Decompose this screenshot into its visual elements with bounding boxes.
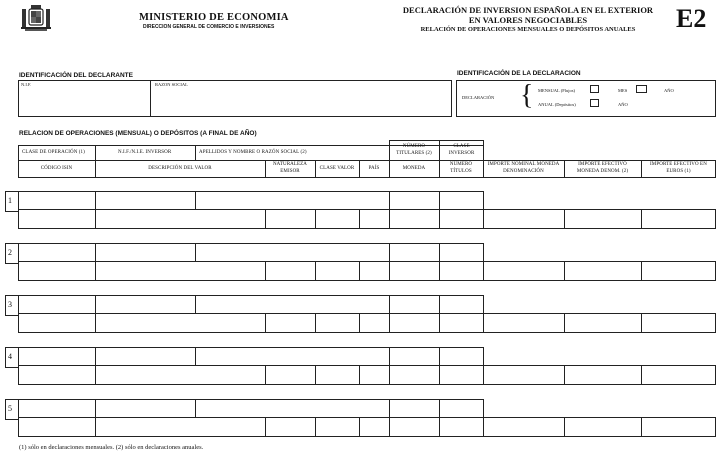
declaracion-box (456, 80, 716, 117)
entry-upper-row[interactable] (18, 243, 484, 262)
entry-lower-row[interactable] (18, 209, 716, 229)
header-importe-efectivo-moneda-1: IMPORTE EFECTIVO (578, 162, 627, 167)
header-moneda: MONEDA (402, 166, 426, 171)
header-importe-efectivo-moneda-2: MONEDA DENOM. (2) (576, 169, 629, 174)
header-clase-inversor-2: INVERSOR (448, 151, 475, 156)
form-title-line2: EN VALORES NEGOCIABLES (468, 15, 588, 25)
entry-number: 4 (8, 352, 12, 361)
header-numero-titulares-1: NÚMERO (402, 144, 426, 149)
nif-field-label: N.I.F. (21, 82, 32, 87)
entry-lower-row[interactable] (18, 313, 716, 333)
header-naturaleza-2: EMISOR (280, 169, 300, 174)
entry-upper-row[interactable] (18, 347, 484, 366)
header-numero-titulos-1: NÚMERO (449, 162, 473, 167)
header-codigo-isin: CÓDIGO ISIN (40, 166, 73, 171)
footnote: (1) sólo en declaraciones mensuales. (2) sólo en declaraciones anuales. (19, 444, 204, 451)
entry-lower-row[interactable] (18, 261, 716, 281)
razon-social-field[interactable] (151, 88, 451, 116)
header-numero-titulares-2: TITULARES (2) (396, 151, 432, 156)
header-naturaleza-1: NATURALEZA (272, 162, 308, 167)
mensual-checkbox[interactable] (590, 85, 599, 93)
entry-upper-row[interactable] (18, 295, 484, 314)
ano-anual-label: AÑO (618, 102, 628, 107)
entry-lower-row[interactable] (18, 365, 716, 385)
header-clase-operacion: CLASE DE OPERACIÓN (1) (22, 150, 85, 155)
header-clase-inversor-1: CLASE (453, 144, 470, 149)
header-numero-titulos-2: TÍTULOS (450, 169, 472, 174)
entry-number: 1 (8, 196, 12, 205)
anual-checkbox[interactable] (590, 99, 599, 107)
entry-upper-row[interactable] (18, 191, 484, 210)
form-code: E2 (676, 4, 707, 33)
relacion-heading: RELACION DE OPERACIONES (MENSUAL) O DEPÓSITOS (A FINAL DE AÑO) (19, 130, 257, 137)
header-importe-efectivo-euros-2: EUROS (1) (666, 169, 691, 174)
entry-lower-row[interactable] (18, 417, 716, 437)
razon-social-field-label: RAZON SOCIAL (155, 82, 188, 87)
mes-label: MES (618, 88, 628, 93)
header-clase-valor: CLASE VALOR (319, 166, 355, 171)
ministry-name: MINISTERIO DE ECONOMIA (139, 12, 289, 23)
nif-field[interactable] (19, 88, 149, 116)
mes-field[interactable] (636, 85, 647, 93)
header-descripcion-valor: DESCRIPCIÓN DEL VALOR (148, 166, 212, 171)
entry-number: 3 (8, 300, 12, 309)
header-importe-nominal-2: DENOMINACIÓN (503, 169, 544, 174)
declaracion-heading: IDENTIFICACIÓN DE LA DECLARACION (457, 70, 581, 77)
ano-label: AÑO (664, 88, 674, 93)
declaracion-label: DECLARACIÓN (462, 95, 495, 100)
entry-number: 2 (8, 248, 12, 257)
header-importe-nominal-1: IMPORTE NOMINAL MONEDA (487, 162, 560, 167)
coat-of-arms-emblem (19, 3, 53, 33)
mensual-option-label: MENSUAL (Flujos) (538, 88, 575, 93)
form-title-line3: RELACIÓN DE OPERACIONES MENSUALES O DEPÓSITOS ANUALES (420, 26, 636, 33)
header-pais: PAÍS (368, 166, 380, 171)
declarante-heading: IDENTIFICACIÓN DEL DECLARANTE (19, 72, 133, 79)
anual-option-label: ANUAL (Depósitos) (538, 102, 576, 107)
direction-name: DIRECCION GENERAL DE COMERCIO E INVERSIONES (143, 24, 275, 30)
header-apellidos-nombre: APELLIDOS Y NOMBRE O RAZÓN SOCIAL (2) (199, 150, 307, 155)
entry-number: 5 (8, 404, 12, 413)
entry-upper-row[interactable] (18, 399, 484, 418)
form-title-line1: DECLARACIÓN DE INVERSION ESPAÑOLA EN EL EXTERIOR (402, 5, 654, 15)
header-nif-inversor: N.I.F./N.I.E. INVERSOR (118, 150, 172, 155)
brace-icon: { (520, 80, 534, 111)
header-importe-efectivo-euros-1: IMPORTE EFECTIVO EN (650, 162, 707, 167)
